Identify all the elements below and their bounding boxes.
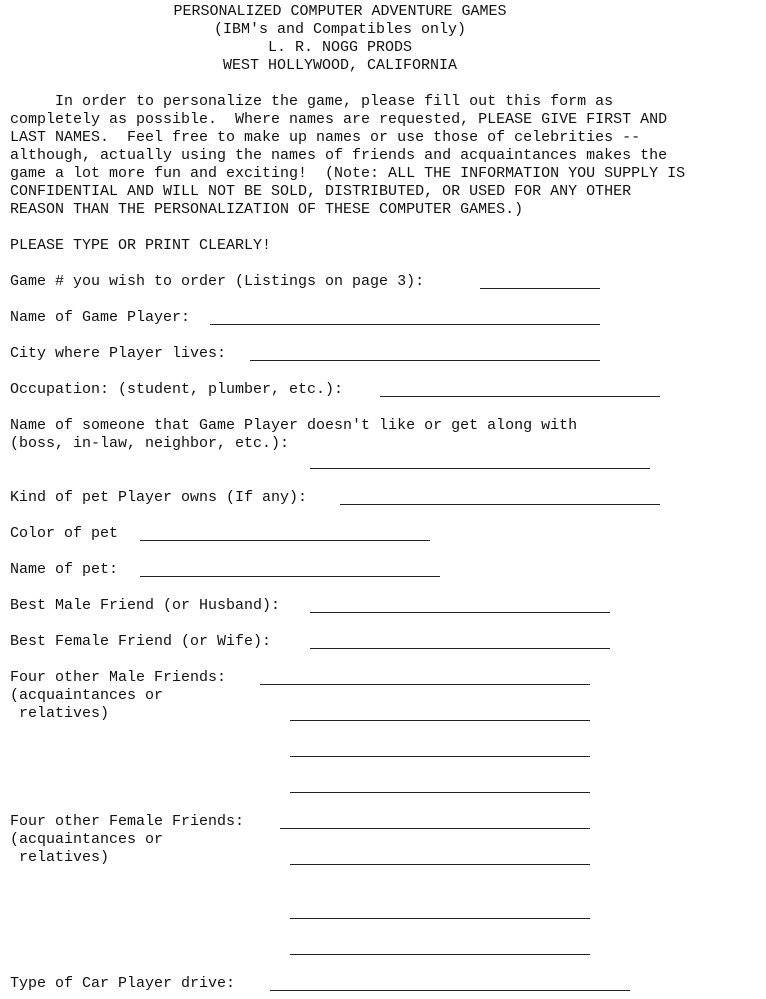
player-name-label: Name of Game Player: bbox=[10, 309, 191, 326]
best-male-friend-field[interactable] bbox=[310, 612, 610, 613]
female-friends-note-1: (acquaintances or bbox=[10, 831, 164, 848]
game-number-field[interactable] bbox=[480, 288, 600, 289]
male-friend-field-4[interactable] bbox=[290, 792, 590, 793]
male-friend-field-1[interactable] bbox=[260, 684, 590, 685]
intro-line-1: In order to personalize the game, please fill out this form as bbox=[10, 93, 614, 110]
occupation-field[interactable] bbox=[380, 396, 660, 397]
header-subtitle: (IBM's and Compatibles only) bbox=[213, 21, 467, 38]
male-friend-field-2[interactable] bbox=[290, 720, 590, 721]
intro-line-2: completely as possible. Where names are requested, PLEASE GIVE FIRST AND bbox=[10, 111, 668, 128]
female-friends-label: Four other Female Friends: bbox=[10, 813, 245, 830]
female-friend-field-3[interactable] bbox=[290, 918, 590, 919]
female-friend-field-1[interactable] bbox=[280, 828, 590, 829]
male-friends-note-1: (acquaintances or bbox=[10, 687, 164, 704]
instruction-text: PLEASE TYPE OR PRINT CLEARLY! bbox=[10, 237, 272, 254]
best-female-friend-label: Best Female Friend (or Wife): bbox=[10, 633, 272, 650]
car-field[interactable] bbox=[270, 990, 630, 991]
pet-color-label: Color of pet bbox=[10, 525, 119, 542]
intro-line-5: game a lot more fun and exciting! (Note: ALL THE INFORMATION YOU SUPPLY IS bbox=[10, 165, 686, 182]
intro-line-4: although, actually using the names of friends and acquaintances makes the bbox=[10, 147, 668, 164]
female-friends-note-2: relatives) bbox=[10, 849, 110, 866]
pet-name-label: Name of pet: bbox=[10, 561, 119, 578]
car-label: Type of Car Player drive: bbox=[10, 975, 236, 992]
pet-kind-field[interactable] bbox=[340, 504, 660, 505]
player-city-field[interactable] bbox=[250, 360, 600, 361]
female-friend-field-2[interactable] bbox=[290, 864, 590, 865]
intro-line-6: CONFIDENTIAL AND WILL NOT BE SOLD, DISTRIBUTED, OR USED FOR ANY OTHER bbox=[10, 183, 632, 200]
male-friends-note-2: relatives) bbox=[10, 705, 110, 722]
male-friends-label: Four other Male Friends: bbox=[10, 669, 227, 686]
pet-name-field[interactable] bbox=[140, 576, 440, 577]
disliked-person-label-1: Name of someone that Game Player doesn't like or get along with bbox=[10, 417, 578, 434]
female-friend-field-4[interactable] bbox=[290, 954, 590, 955]
disliked-person-label-2: (boss, in-law, neighbor, etc.): bbox=[10, 435, 290, 452]
disliked-person-field[interactable] bbox=[310, 468, 650, 469]
best-male-friend-label: Best Male Friend (or Husband): bbox=[10, 597, 281, 614]
player-name-field[interactable] bbox=[210, 324, 600, 325]
best-female-friend-field[interactable] bbox=[310, 648, 610, 649]
header-title: PERSONALIZED COMPUTER ADVENTURE GAMES bbox=[173, 3, 507, 20]
pet-color-field[interactable] bbox=[140, 540, 430, 541]
player-city-label: City where Player lives: bbox=[10, 345, 227, 362]
intro-line-3: LAST NAMES. Feel free to make up names or use those of celebrities -- bbox=[10, 129, 641, 146]
pet-kind-label: Kind of pet Player owns (If any): bbox=[10, 489, 308, 506]
male-friend-field-3[interactable] bbox=[290, 756, 590, 757]
occupation-label: Occupation: (student, plumber, etc.): bbox=[10, 381, 344, 398]
game-number-label: Game # you wish to order (Listings on page 3): bbox=[10, 273, 425, 290]
header-location: WEST HOLLYWOOD, CALIFORNIA bbox=[222, 57, 458, 74]
header-company: L. R. NOGG PRODS bbox=[267, 39, 413, 56]
intro-line-7: REASON THAN THE PERSONALIZATION OF THESE COMPUTER GAMES.) bbox=[10, 201, 524, 218]
